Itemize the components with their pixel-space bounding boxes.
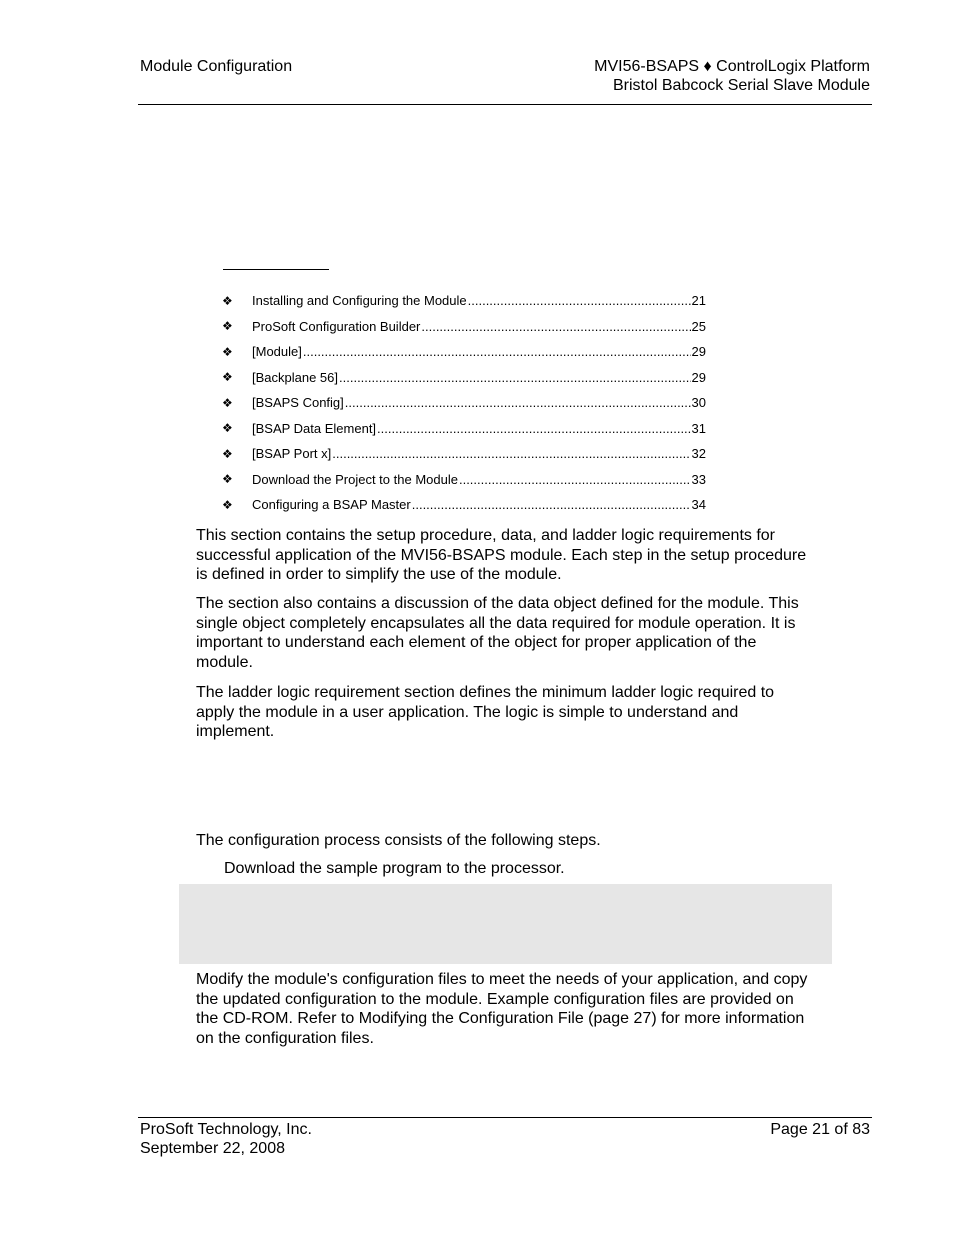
diamond-bullet-icon: ❖ xyxy=(222,344,233,359)
data-object-paragraph: The section also contains a discussion of the data object defined for the module. This single object completely encapsulates all the data required for module operation. It is important to understand each element of the object for proper application of the module. xyxy=(196,595,799,672)
toc-entry-page[interactable]: 21 xyxy=(691,293,706,309)
toc-entry-title[interactable]: [BSAP Data Element] xyxy=(252,420,377,436)
diamond-bullet-icon: ❖ xyxy=(222,421,233,436)
toc-entry[interactable] xyxy=(222,441,706,467)
diamond-bullet-icon: ❖ xyxy=(222,293,233,308)
toc-entry-title[interactable]: [BSAPS Config] xyxy=(252,395,344,411)
toc-dot-leader xyxy=(468,293,691,308)
diamond-bullet-icon: ❖ xyxy=(222,370,233,385)
step-download-sample: Download the sample program to the processor. xyxy=(224,860,565,877)
toc-entry[interactable] xyxy=(222,492,706,518)
diamond-bullet-icon: ❖ xyxy=(222,497,233,512)
config-process-paragraph: The configuration process consists of the following steps. xyxy=(196,832,601,849)
toc-entry-page[interactable]: 29 xyxy=(691,369,706,385)
toc-entry-page[interactable]: 32 xyxy=(691,446,706,462)
toc-dot-leader xyxy=(339,370,691,385)
toc-dot-leader xyxy=(377,421,690,436)
footer-page-number: Page 21 of 83 xyxy=(770,1121,870,1138)
toc-entry-page[interactable]: 30 xyxy=(691,395,706,411)
toc-entry[interactable] xyxy=(222,467,706,493)
toc-entry-page[interactable]: 29 xyxy=(691,344,706,360)
header-product-line2: Bristol Babcock Serial Slave Module xyxy=(612,77,870,94)
toc-entry-title[interactable]: [BSAP Port x] xyxy=(252,446,332,462)
header-divider xyxy=(138,104,872,105)
toc-dot-leader xyxy=(332,446,690,461)
diamond-bullet-icon: ❖ xyxy=(222,446,233,461)
toc-entry[interactable] xyxy=(222,339,706,365)
diamond-bullet-icon: ❖ xyxy=(222,395,233,410)
toc-list xyxy=(222,288,706,518)
header-product-line1: MVI56-BSAPS ♦ ControlLogix Platform xyxy=(594,58,870,75)
toc-entry-title[interactable]: [Module] xyxy=(252,344,302,360)
header-section-title: Module Configuration xyxy=(140,58,293,75)
ladder-logic-paragraph: The ladder logic requirement section defines the minimum ladder logic required to apply the module in a user application. The logic is simple to understand and implement. xyxy=(196,684,775,741)
toc-entry-title[interactable]: Installing and Configuring the Module xyxy=(252,293,467,309)
toc-dot-leader xyxy=(303,344,691,359)
toc-title-underline xyxy=(223,269,329,270)
toc-entry-title[interactable]: [Backplane 56] xyxy=(252,369,339,385)
footer-divider xyxy=(138,1117,872,1118)
footer-publisher xyxy=(140,1120,312,1158)
step-modify-config: Modify the module's configuration files to meet the needs of your application, and copy the updated configuration to the module. Example configuration files are provided on the CD-ROM. Refer to Modifying the Configuration File (page 27) for more information on the configuration files. xyxy=(196,971,808,1048)
toc-dot-leader xyxy=(345,395,691,410)
toc-entry[interactable] xyxy=(222,365,706,391)
diamond-bullet-icon: ❖ xyxy=(222,472,233,487)
footer-company: ProSoft Technology, Inc. xyxy=(140,1121,312,1138)
toc-entry[interactable] xyxy=(222,416,706,442)
toc-dot-leader xyxy=(412,497,691,512)
toc-entry[interactable] xyxy=(222,314,706,340)
diamond-bullet-icon: ❖ xyxy=(222,319,233,334)
toc-dot-leader xyxy=(421,319,690,334)
toc-entry-page[interactable]: 31 xyxy=(691,420,706,436)
note-box xyxy=(179,884,832,964)
toc-entry-title[interactable]: Download the Project to the Module xyxy=(252,471,458,487)
toc-entry[interactable] xyxy=(222,288,706,314)
toc-entry-page[interactable]: 25 xyxy=(691,318,706,334)
toc-dot-leader xyxy=(459,472,691,487)
toc-entry-page[interactable]: 34 xyxy=(691,497,706,513)
header-product xyxy=(594,57,870,95)
toc-entry[interactable] xyxy=(222,390,706,416)
intro-paragraph: This section contains the setup procedure, data, and ladder logic requirements for successful application of the MVI56-BSAPS module. Each step in the setup procedure is defined in order to simplify the use of the module. xyxy=(196,527,807,584)
toc-entry-title[interactable]: ProSoft Configuration Builder xyxy=(252,318,421,334)
toc-entry-title[interactable]: Configuring a BSAP Master xyxy=(252,497,411,513)
footer-date: September 22, 2008 xyxy=(140,1140,285,1157)
toc-entry-page[interactable]: 33 xyxy=(691,471,706,487)
